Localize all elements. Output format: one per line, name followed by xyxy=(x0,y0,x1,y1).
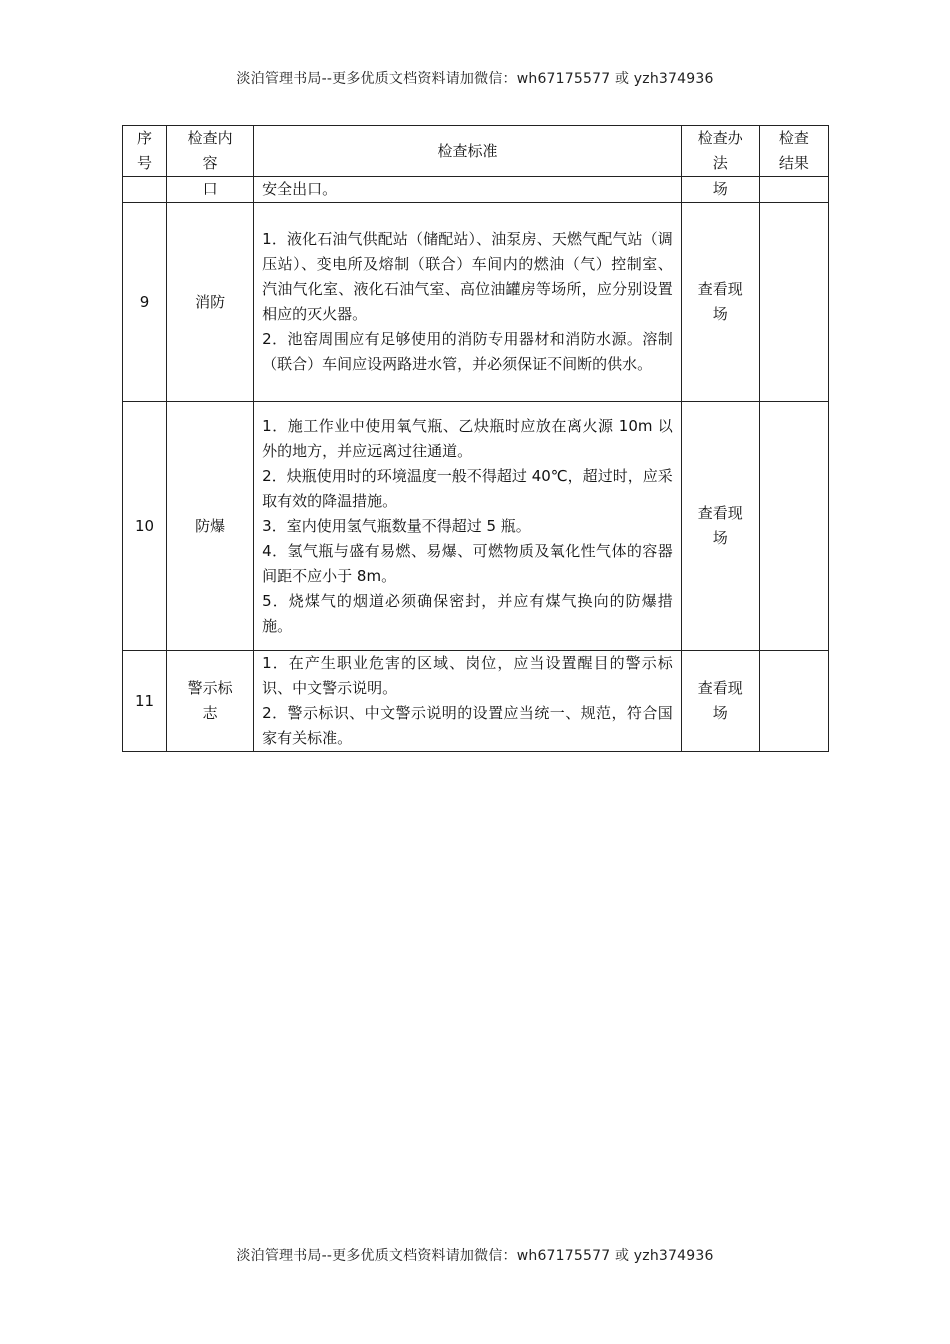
header-result-line: 检查 xyxy=(778,129,809,147)
page-footer: 淡泊管理书局--更多优质文档资料请加微信：wh67175577 或 yzh374936 xyxy=(236,1248,714,1264)
cell-result xyxy=(759,203,828,402)
header-standard: 检查标准 xyxy=(254,126,682,177)
cell-standard xyxy=(254,203,682,402)
cell-method: 场 xyxy=(681,177,759,203)
cell-standard: 安全出口。 xyxy=(254,177,682,203)
table-row xyxy=(123,651,829,752)
inspection-table xyxy=(122,125,829,752)
standard-clause: 2．炔瓶使用时的环境温度一般不得超过 40℃，超过时，应采取有效的降温措施。 xyxy=(262,466,673,510)
cell-item-line: 防爆 xyxy=(195,516,226,535)
standard-clause: 3．室内使用氢气瓶数量不得超过 5 瓶。 xyxy=(262,516,531,535)
standard-clause: 1．在产生职业危害的区域、岗位，应当设置醒目的警示标识、中文警示说明。 xyxy=(262,654,673,697)
header-item-line: 检查内 xyxy=(187,129,233,147)
header-method-line: 法 xyxy=(712,154,728,172)
header-no-line: 号 xyxy=(137,154,153,172)
table-row-continuation xyxy=(123,177,829,203)
cell-result xyxy=(759,651,828,752)
cell-method xyxy=(681,203,759,402)
standard-clause: 2．池窑周围应有足够使用的消防专用器材和消防水源。溶制（联合）车间应设两路进水管，并必须保证不间断的供水。 xyxy=(262,330,673,373)
header-result-line: 结果 xyxy=(778,154,809,172)
cell-standard xyxy=(254,651,682,752)
cell-item xyxy=(167,203,254,402)
cell-no: 9 xyxy=(123,203,167,402)
cell-method-line: 场 xyxy=(712,704,728,722)
cell-no: 10 xyxy=(123,402,167,651)
cell-no: 11 xyxy=(123,651,167,752)
cell-result xyxy=(759,402,828,651)
cell-item xyxy=(167,651,254,752)
cell-standard xyxy=(254,402,682,651)
standard-clause: 1．施工作业中使用氧气瓶、乙炔瓶时应放在离火源 10m 以外的地方，并应远离过往通道。 xyxy=(262,416,673,460)
cell-method-line: 场 xyxy=(712,529,728,547)
cell-method xyxy=(681,402,759,651)
table-row xyxy=(123,203,829,402)
standard-clause: 4．氢气瓶与盛有易燃、易爆、可燃物质及氧化性气体的容器间距不应小于 8m。 xyxy=(262,541,673,585)
header-no-line: 序 xyxy=(137,129,153,147)
cell-method xyxy=(681,651,759,752)
header-item xyxy=(167,126,254,177)
header-no xyxy=(123,126,167,177)
cell-no xyxy=(123,177,167,203)
standard-clause: 1．液化石油气供配站（储配站）、油泵房、天燃气配气站（调压站）、变电所及熔制（联合）车间内的燃油（气）控制室、汽油气化室、液化石油气室、高位油罐房等场所，应分别设置相应的灭火器。 xyxy=(262,230,673,323)
header-item-line: 容 xyxy=(202,154,218,172)
page-header: 淡泊管理书局--更多优质文档资料请加微信：wh67175577 或 yzh374936 xyxy=(236,71,714,87)
standard-clause: 2．警示标识、中文警示说明的设置应当统一、规范，符合国家有关标准。 xyxy=(262,704,673,747)
cell-item-line: 消防 xyxy=(195,292,226,311)
cell-method-line: 查看现 xyxy=(697,679,743,697)
cell-item: 口 xyxy=(167,177,254,203)
cell-item-line: 警示标 xyxy=(187,679,233,697)
table-row xyxy=(123,402,829,651)
standard-clause: 5．烧煤气的烟道必须确保密封，并应有煤气换向的防爆措施。 xyxy=(262,591,673,635)
cell-method-line: 场 xyxy=(712,305,728,323)
cell-method-line: 查看现 xyxy=(697,504,743,522)
header-result xyxy=(759,126,828,177)
cell-item xyxy=(167,402,254,651)
header-method-line: 检查办 xyxy=(697,129,743,147)
cell-method-line: 查看现 xyxy=(697,280,743,298)
header-method xyxy=(681,126,759,177)
table-header-row xyxy=(123,126,829,177)
cell-item-line: 志 xyxy=(202,704,218,722)
cell-result xyxy=(759,177,828,203)
